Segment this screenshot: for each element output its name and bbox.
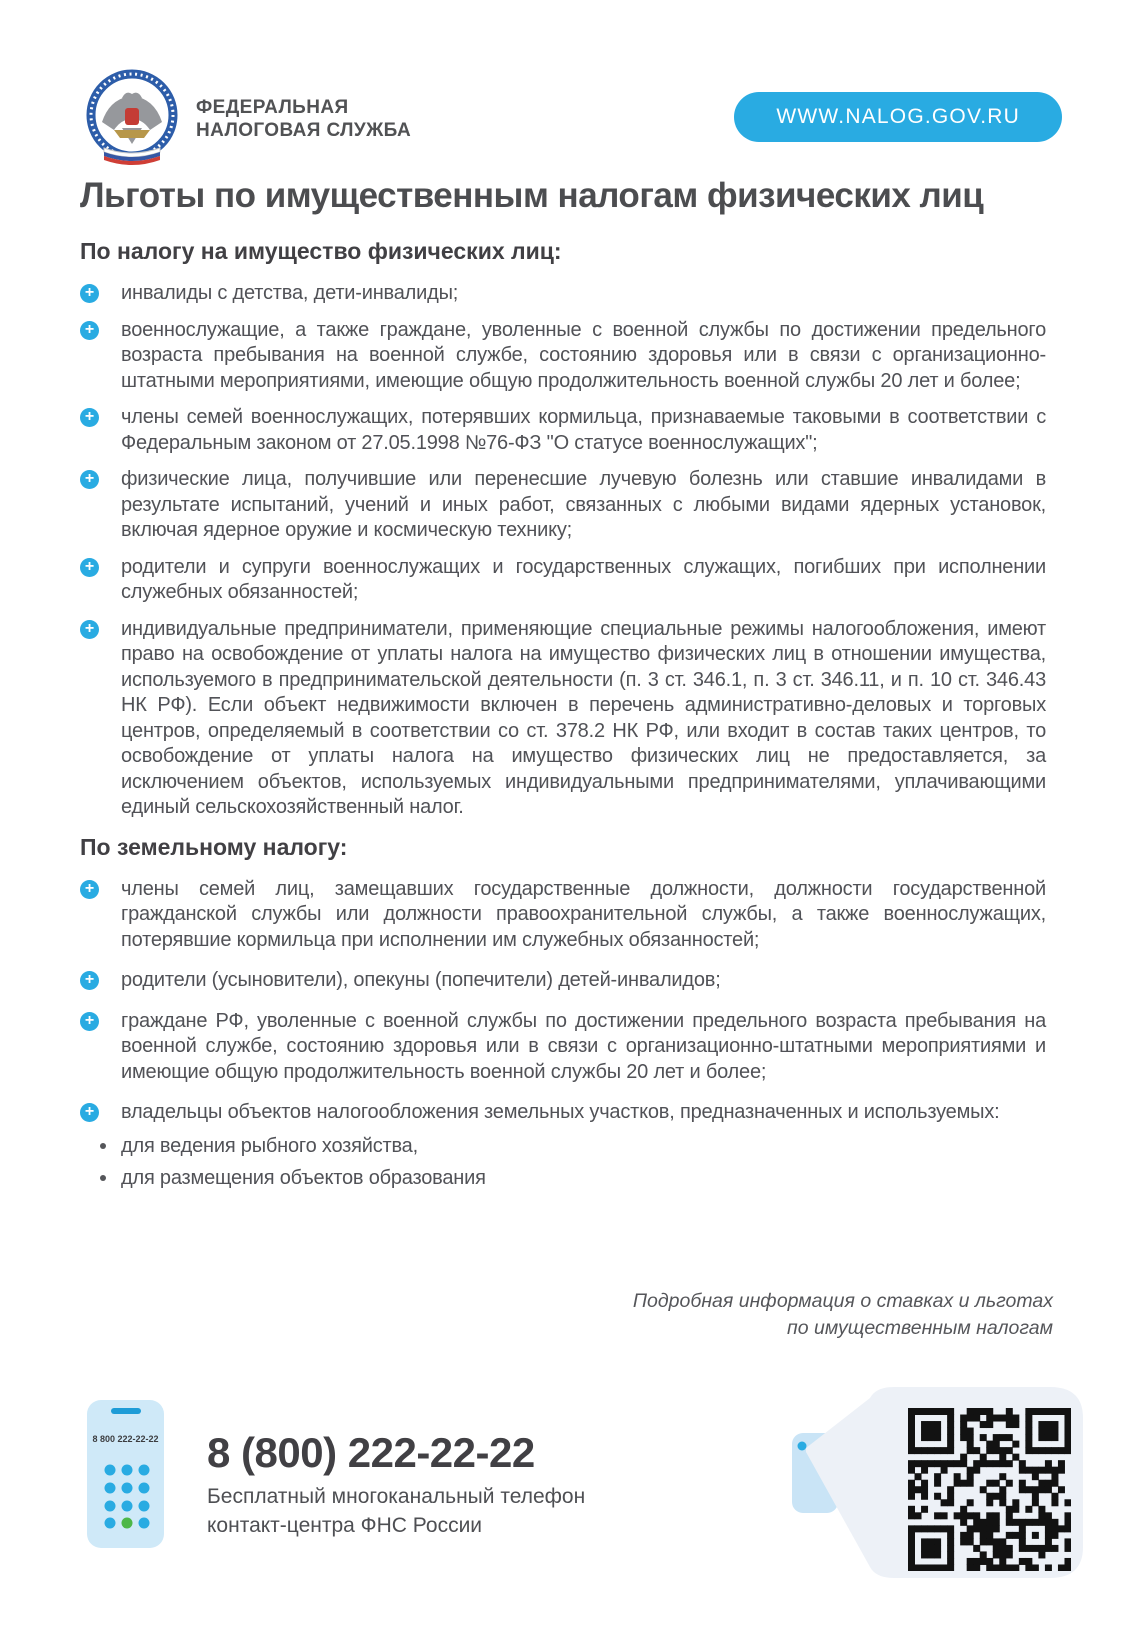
keypad-dot — [105, 1483, 116, 1494]
property-tax-heading: По налогу на имущество физических лиц: — [80, 238, 562, 264]
keypad-dot — [105, 1501, 116, 1512]
list-item-text: члены семей лиц, замещавших государственные должности, должности государственной гражданской службы или должности правоохранительной службы, а также военнослужащих, потерявшие кормильца при исполнении им служебных обязанностей; — [121, 877, 1046, 951]
fns-logo-caption-line1: ФЕДЕРАЛЬНАЯ — [196, 97, 349, 118]
sublist-item — [80, 1162, 1046, 1194]
land-tax-list — [80, 877, 1046, 1126]
plus-bullet-icon — [80, 558, 99, 577]
list-item — [80, 405, 1046, 456]
website-url: WWW.NALOG.GOV.RU — [776, 105, 1020, 128]
sublist-item-text: для размещения объектов образования — [121, 1166, 486, 1189]
qr-code — [908, 1408, 1071, 1571]
list-item-text: физические лица, получившие или перенесшие лучевую болезнь или ставшие инвалидами в результате испытаний, учений и иных работ, связанных с любыми видами ядерных установок, включая ядерное оружие и космическую технику; — [121, 468, 1046, 541]
list-item-text: граждане РФ, уволенные с военной службы по достижении предельного возраста пребывания на военной службе, состоянию здоровья или в связи с организационно-штатными мероприятиями и имеющие общую продолжительность военной службы 20 лет и более; — [121, 1009, 1046, 1083]
sublist-item — [80, 1130, 1046, 1162]
phone-icon — [87, 1400, 165, 1550]
land-tax-sublist — [80, 1130, 1046, 1194]
plus-bullet-icon — [80, 1103, 99, 1122]
list-item-text: члены семей военнослужащих, потерявших кормильца, признаваемые таковыми в соответствии с Федеральным законом от 27.05.1998 №76-ФЗ "О статусе военнослужащих"; — [121, 406, 1046, 454]
website-pill[interactable] — [734, 92, 1062, 142]
keypad-dot — [105, 1465, 116, 1476]
phone-caption — [207, 1482, 677, 1540]
list-item — [80, 467, 1046, 544]
qr-note-line2: по имущественным налогам — [787, 1317, 1053, 1339]
list-item-text: инвалиды с детства, дети-инвалиды; — [121, 282, 459, 304]
phone-screen-label: 8 800 222-22-22 — [92, 1434, 159, 1444]
phone-caption-line2: контакт-центра ФНС России — [207, 1514, 483, 1537]
keypad-dot — [122, 1483, 133, 1494]
list-item-text: родители и супруги военнослужащих и государственных служащих, погибших при исполнении служебных обязанностей; — [121, 555, 1046, 603]
plus-bullet-icon — [80, 620, 99, 639]
list-item — [80, 968, 1046, 994]
plus-bullet-icon — [80, 971, 99, 990]
dot-bullet-icon — [100, 1175, 106, 1181]
page-title: Льготы по имущественным налогам физических лиц — [80, 176, 984, 215]
list-item-text: индивидуальные предприниматели, применяющие специальные режимы налогообложения, имеют право на освобождение от уплаты налога на имущество физических лиц в отношении имущества, используемого в предпринимательской деятельности (п. 3 ст. 346.1, п. 3 ст. 346.11, и п. 10 ст. 346.43 НК РФ). Если объект недвижимости включен в перечень административно-деловых и торговых центров, определяемый в соответствии со ст. 378.2 НК РФ, или входит в состав таких центров, то освобождение от уплаты налога на имущество физических лиц не предоставляется, за исключением объектов, используемых индивидуальными предпринимателями, уплачивающими единый сельскохозяйственный налог. — [121, 617, 1046, 818]
list-item-text: военнослужащие, а также граждане, уволенные с военной службы по достижении предельного возраста пребывания на военной службе, состоянию здоровья или в связи с организационно-штатными мероприятиями, имеющие общую продолжительность военной службы 20 лет и более; — [121, 318, 1046, 392]
phone-caption-line1: Бесплатный многоканальный телефон — [207, 1485, 586, 1508]
list-item — [80, 281, 1046, 307]
land-tax-heading: По земельному налогу: — [80, 833, 348, 860]
keypad-dot — [139, 1518, 150, 1529]
list-item — [80, 877, 1046, 954]
list-item — [80, 318, 1046, 395]
keypad-dot — [122, 1465, 133, 1476]
plus-bullet-icon — [80, 321, 99, 340]
plus-bullet-icon — [80, 1012, 99, 1031]
list-item-text: владельцы объектов налогообложения земельных участков, предназначенных и используемых: — [121, 1101, 1000, 1123]
keypad-dot — [122, 1518, 133, 1529]
list-item — [80, 555, 1046, 606]
fns-logo-icon — [84, 68, 180, 168]
fns-logo-caption — [196, 96, 411, 142]
fns-logo-caption-line2: НАЛОГОВАЯ СЛУЖБА — [196, 120, 412, 141]
list-item — [80, 1009, 1046, 1086]
property-tax-list — [80, 281, 1046, 821]
dot-bullet-icon — [100, 1143, 106, 1149]
keypad-dot — [139, 1465, 150, 1476]
keypad-dot — [122, 1501, 133, 1512]
plus-bullet-icon — [80, 880, 99, 899]
contact-block — [207, 1430, 677, 1540]
keypad-dot — [139, 1483, 150, 1494]
plus-bullet-icon — [80, 470, 99, 489]
list-item — [80, 617, 1046, 821]
keypad-dot — [105, 1518, 116, 1529]
phone-number: 8 (800) 222-22-22 — [207, 1429, 535, 1476]
keypad-dot — [139, 1501, 150, 1512]
main-content — [80, 174, 1046, 1194]
list-item-text: родители (усыновители), опекуны (попечители) детей-инвалидов; — [121, 969, 721, 991]
plus-bullet-icon — [80, 284, 99, 303]
sublist-item-text: для ведения рыбного хозяйства, — [121, 1134, 418, 1157]
list-item — [80, 1100, 1046, 1126]
plus-bullet-icon — [80, 408, 99, 427]
qr-note-line1: Подробная информация о ставках и льготах — [632, 1290, 1053, 1312]
qr-note — [533, 1288, 1053, 1342]
